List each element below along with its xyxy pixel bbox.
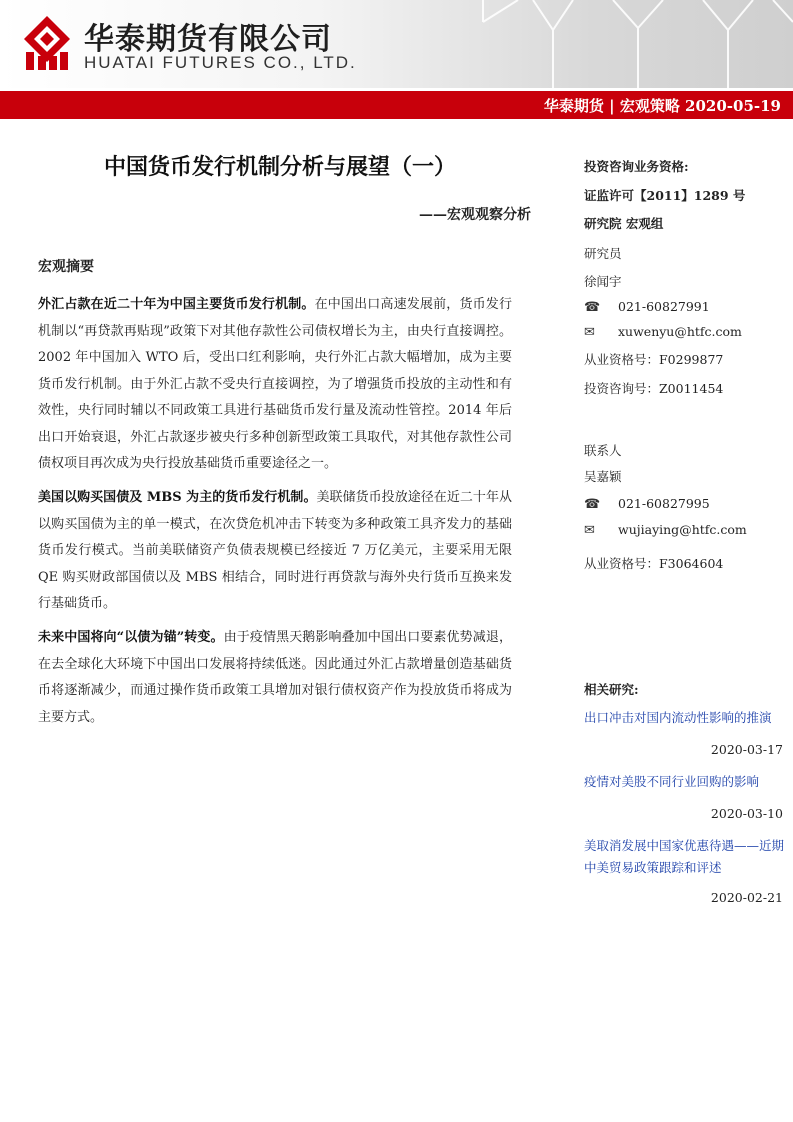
qualification-title: 投资咨询业务资格: — [584, 159, 689, 174]
researcher-email[interactable]: xuwenyu@htfc.com — [618, 324, 742, 339]
department: 研究院 宏观组 — [584, 216, 664, 231]
researcher-email-row — [584, 324, 742, 340]
report-title: 中国货币发行机制分析与展望（一） — [103, 154, 456, 180]
researcher-phone: 021-60827991 — [618, 299, 710, 314]
category-date-label: 华泰期货 | 宏观策略 2020-05-19 — [543, 97, 781, 115]
researcher-consult: 投资咨询号：Z0011454 — [584, 381, 724, 396]
paragraph-body: 在中国出口高速发展前，货币发行机制以“再贷款再贴现”政策下对其他存款性公司债权增长为主，由央行直接调控。2002 年中国加入 WTO 后，受出口红利影响，央行外汇占款大幅增加，成为主要货币发行机制。由于外汇占款不受央行直接调控，为了增强货币投放的主动性和有效性，央行同时辅以不同政策工具进行基础货币发行量及流动性管控。2014 年后出口开始衰退，外汇占款逐步被央行多种创新型政策工具取代，对其他存款性公司债权项目再次成为央行投放基础货币重要途径之一。 — [38, 297, 512, 471]
email-icon: ✉ — [584, 325, 595, 340]
page-header — [0, 0, 793, 88]
phone-icon: ☎ — [584, 300, 601, 315]
related-research-date: 2020-03-17 — [710, 742, 783, 757]
related-research-link[interactable]: 出口冲击对国内流动性影响的推演 — [584, 710, 772, 725]
researcher-phone-row — [584, 299, 710, 315]
summary-paragraph — [38, 292, 512, 478]
license-number: 证监许可【2011】1289 号 — [584, 188, 746, 203]
section-heading: 宏观摘要 — [38, 259, 94, 275]
header-decoration — [463, 0, 793, 88]
researcher-label: 研究员 — [584, 246, 622, 261]
contact-phone: 021-60827995 — [618, 496, 710, 511]
contact-email[interactable]: wujiaying@htfc.com — [618, 522, 747, 537]
phone-icon: ☎ — [584, 497, 601, 512]
paragraph-body: 由于疫情黑天鹅影响叠加中国出口要素优势减退，在去全球化大环境下中国出口发展将持续低迷。因此通过外汇占款增量创造基础货币将逐渐减少，而通过操作货币政策工具增加对银行债权资产作为投放货币将成为主要方式。 — [38, 630, 512, 725]
summary-paragraph — [38, 485, 512, 618]
contact-label: 联系人 — [584, 443, 622, 458]
paragraph-lead: 美国以购买国债及 MBS 为主的货币发行机制。 — [38, 490, 317, 505]
contact-cert: 从业资格号：F3064604 — [584, 556, 724, 571]
report-category-bar — [0, 91, 793, 119]
paragraph-lead: 未来中国将向“以债为锚”转变。 — [38, 630, 224, 645]
researcher-name: 徐闻宇 — [584, 274, 622, 289]
company-name-en: HUATAI FUTURES CO., LTD. — [84, 53, 357, 72]
paragraph-lead: 外汇占款在近二十年为中国主要货币发行机制。 — [38, 297, 315, 312]
related-research-date: 2020-02-21 — [710, 890, 783, 905]
report-subtitle: ——宏观观察分析 — [419, 207, 531, 223]
company-logo-icon — [22, 14, 72, 72]
contact-name: 吴嘉颖 — [584, 469, 622, 484]
company-name-cn: 华泰期货有限公司 — [84, 22, 332, 57]
related-research-date: 2020-03-10 — [710, 806, 783, 821]
paragraph-body: 美联储货币投放途径在近二十年从以购买国债为主的单一模式，在次贷危机冲击下转变为多种政策工具齐发力的基础货币发行模式。当前美联储资产负债表规模已经接近 7 万亿美元，主要采用无限 QE 购买财政部国债以及 MBS 相结合，同时进行再贷款与海外央行货币互换来发行基础货币。 — [38, 490, 512, 611]
contact-email-row — [584, 522, 747, 538]
summary-paragraph — [38, 625, 512, 731]
related-research-link[interactable]: 美取消发展中国家优惠待遇——近期中美贸易政策跟踪和评述 — [584, 838, 785, 875]
researcher-cert: 从业资格号：F0299877 — [584, 352, 724, 367]
contact-phone-row — [584, 496, 710, 512]
related-research-title: 相关研究: — [584, 682, 639, 697]
email-icon: ✉ — [584, 523, 595, 538]
related-research-link[interactable]: 疫情对美股不同行业回购的影响 — [584, 774, 760, 789]
